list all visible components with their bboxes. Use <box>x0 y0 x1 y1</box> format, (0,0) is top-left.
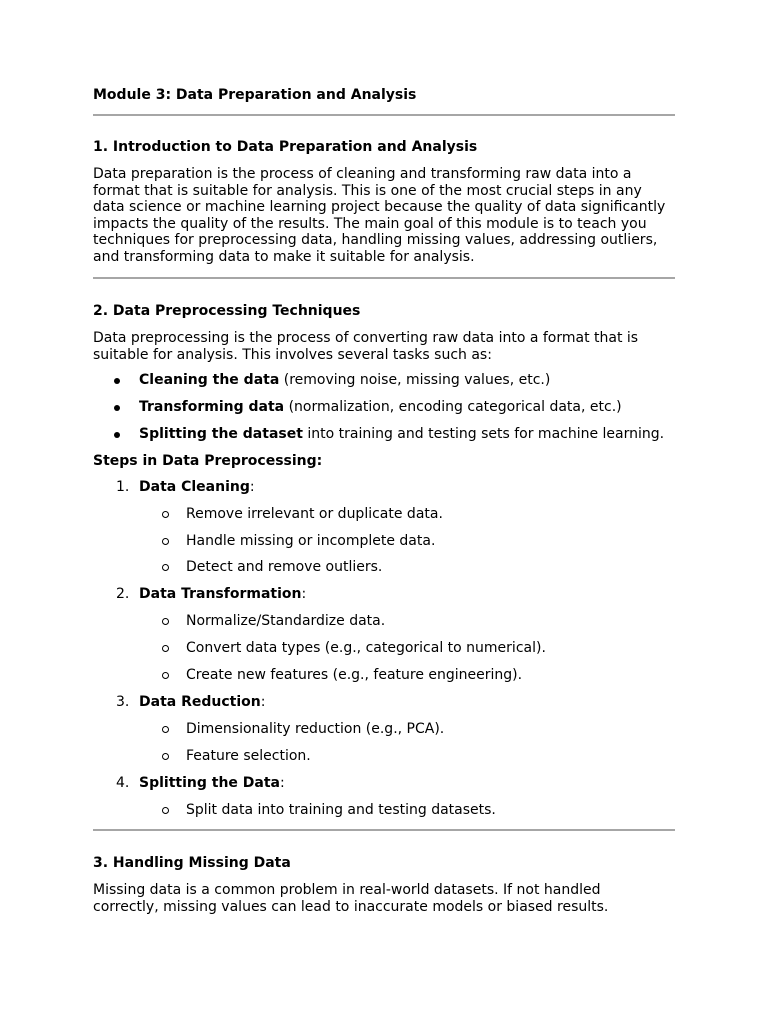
paragraph-line: techniques for preprocessing data, handling missing values, addressing outliers, <box>93 232 658 248</box>
bullet-dot <box>114 378 120 384</box>
step-label: Data Reduction <box>139 694 261 710</box>
paragraph-line: data science or machine learning project because the quality of data significantly <box>93 199 666 215</box>
sub-list-item: Split data into training and testing datasets. <box>186 802 496 818</box>
section-heading: 2. Data Preprocessing Techniques <box>93 303 361 319</box>
list-item <box>139 372 550 389</box>
step-label: Splitting the Data <box>139 775 280 791</box>
list-item-text: (removing noise, missing values, etc.) <box>279 372 551 388</box>
paragraph-line: impacts the quality of the results. The main goal of this module is to teach you <box>93 215 647 232</box>
paragraph-line: format that is suitable for analysis. This is one of the most crucial steps in any <box>93 182 642 199</box>
step-colon: : <box>301 586 307 602</box>
step-item <box>139 586 306 603</box>
step-number: 1. <box>116 479 130 495</box>
paragraph-line: Data preprocessing is the process of converting raw data into a format that is <box>93 330 639 346</box>
step-label: Data Cleaning <box>139 479 250 495</box>
section-heading: 1. Introduction to Data Preparation and Analysis <box>93 139 478 155</box>
circle-bullet-icon <box>162 672 169 679</box>
sub-list-item: Convert data types (e.g., categorical to numerical). <box>186 640 546 656</box>
sub-list-item: Normalize/Standardize data. <box>186 613 386 629</box>
circle-bullet-icon <box>162 645 169 652</box>
circle-bullet-icon <box>162 726 169 733</box>
paragraph-line: correctly, missing values can lead to inaccurate models or biased results. <box>93 898 609 915</box>
sub-list-item: Create new features (e.g., feature engineering). <box>186 667 523 683</box>
bullet-dot <box>114 405 120 411</box>
paragraph-line: Data preparation is the process of cleaning and transforming raw data into a <box>93 166 632 182</box>
section-paragraph <box>93 882 675 915</box>
sub-list-item: Detect and remove outliers. <box>186 559 383 575</box>
sub-list-item: Dimensionality reduction (e.g., PCA). <box>186 721 445 737</box>
step-colon: : <box>260 694 266 710</box>
list-item-bold: Transforming data <box>139 399 285 415</box>
paragraph-line: and transforming data to make it suitable for analysis. <box>93 248 475 265</box>
list-item-bold: Splitting the dataset <box>139 426 303 442</box>
step-colon: : <box>249 479 255 495</box>
step-item <box>139 479 255 496</box>
section-paragraph <box>93 330 675 363</box>
divider <box>93 277 675 279</box>
divider <box>93 829 675 831</box>
circle-bullet-icon <box>162 807 169 814</box>
paragraph-line: suitable for analysis. This involves several tasks such as: <box>93 346 492 363</box>
circle-bullet-icon <box>162 538 169 545</box>
step-number: 3. <box>116 694 130 710</box>
step-item <box>139 775 285 792</box>
section-heading: 3. Handling Missing Data <box>93 855 291 871</box>
circle-bullet-icon <box>162 753 169 760</box>
bullet-dot <box>114 432 120 438</box>
list-item <box>139 426 664 443</box>
circle-bullet-icon <box>162 564 169 571</box>
list-item <box>139 399 622 416</box>
step-item <box>139 694 265 711</box>
list-item-text: (normalization, encoding categorical data, etc.) <box>284 399 622 415</box>
step-number: 2. <box>116 586 130 602</box>
paragraph-line: Missing data is a common problem in real-world datasets. If not handled <box>93 882 601 898</box>
sub-list-item: Remove irrelevant or duplicate data. <box>186 506 443 522</box>
divider <box>93 114 675 116</box>
list-item-text: into training and testing sets for machine learning. <box>302 426 665 442</box>
list-item-bold: Cleaning the data <box>139 372 280 388</box>
step-number: 4. <box>116 775 130 791</box>
circle-bullet-icon <box>162 511 169 518</box>
steps-heading: Steps in Data Preprocessing: <box>93 453 323 469</box>
circle-bullet-icon <box>162 618 169 625</box>
document-title: Module 3: Data Preparation and Analysis <box>93 87 417 103</box>
step-label: Data Transformation <box>139 586 302 602</box>
section-paragraph <box>93 166 675 265</box>
step-colon: : <box>279 775 285 791</box>
sub-list-item: Handle missing or incomplete data. <box>186 533 436 549</box>
sub-list-item: Feature selection. <box>186 748 311 764</box>
